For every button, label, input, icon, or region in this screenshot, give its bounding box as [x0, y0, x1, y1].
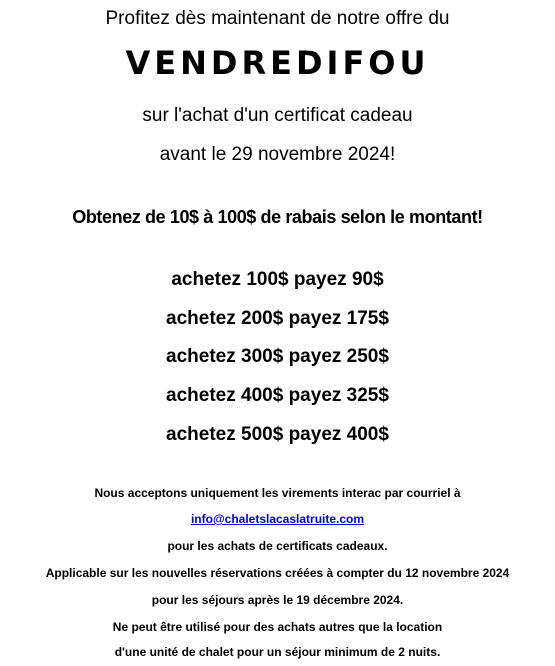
payment-note: Nous acceptons uniquement les virements interac par courriel à [94, 486, 461, 500]
email-link[interactable]: info@chaletslacaslatruite.com [190, 512, 365, 526]
offer-line-500: achetez 500$ payez 400$ [166, 424, 389, 445]
gift-card-note: pour les achats de certificats cadeaux. [167, 539, 388, 553]
usage-restriction-note: Ne peut être utilisé pour des achats autres que la location [112, 620, 443, 634]
offer-line-100: achetez 100$ payez 90$ [171, 269, 384, 290]
discount-headline: Obtenez de 10$ à 100$ de rabais selon le montant! [72, 207, 483, 227]
intro-line-3: avant le 29 novembre 2024! [159, 144, 396, 165]
email-line [0, 513, 555, 525]
offer-line-400: achetez 400$ payez 325$ [166, 385, 389, 406]
intro-line-2: sur l'achat d'un certificat cadeau [142, 105, 413, 126]
vendredifou-title: VENDREDIFOU [125, 44, 430, 82]
intro-line-1: Profitez dès maintenant de notre offre du [105, 8, 450, 29]
applicable-note: Applicable sur les nouvelles réservations créées à compter du 12 novembre 2024 [45, 566, 510, 580]
offer-line-300: achetez 300$ payez 250$ [166, 346, 389, 367]
stay-date-note: pour les séjours après le 19 décembre 2024. [151, 593, 404, 607]
offer-line-200: achetez 200$ payez 175$ [166, 308, 389, 329]
minimum-stay-note: d'une unité de chalet pour un séjour minimum de 2 nuits. [114, 645, 441, 659]
